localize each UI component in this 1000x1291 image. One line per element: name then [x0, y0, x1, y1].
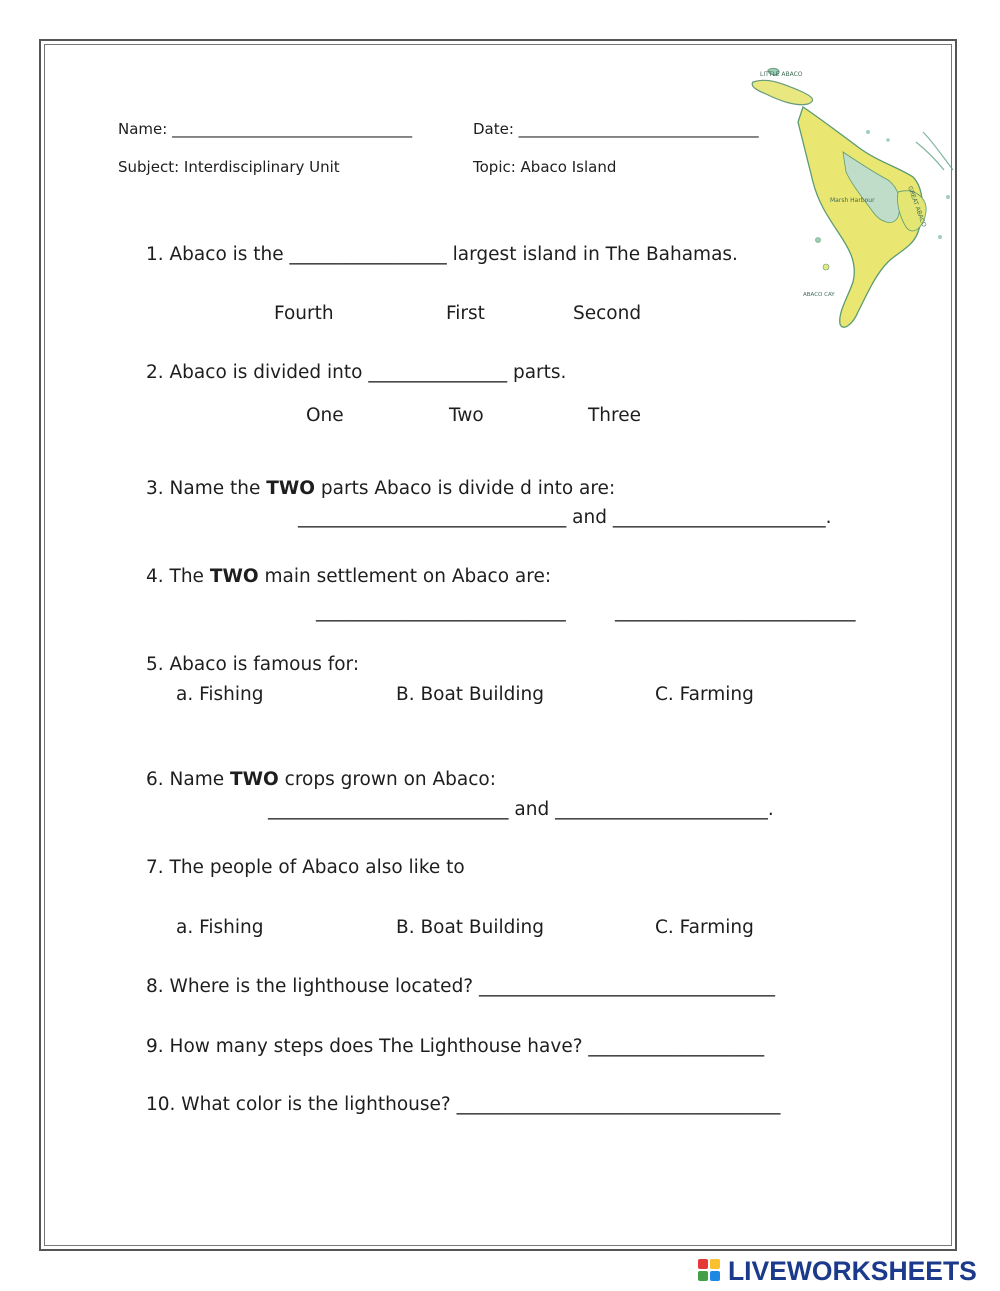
liveworksheets-logo-text: LIVEWORKSHEETS	[728, 1256, 977, 1286]
question-9[interactable]: 9. How many steps does The Lighthouse have? ___________________	[146, 1036, 765, 1057]
q5-option-boat-building[interactable]: B. Boat Building	[396, 684, 544, 705]
abaco-map-illustration	[748, 62, 958, 347]
liveworksheets-logo[interactable]	[698, 1256, 994, 1286]
q5-option-farming[interactable]: C. Farming	[655, 684, 754, 705]
subject-label: Subject: Interdisciplinary Unit	[118, 158, 340, 176]
q1-option-fourth[interactable]: Fourth	[274, 303, 334, 324]
q1-option-first[interactable]: First	[446, 303, 485, 324]
q7-option-fishing[interactable]: a. Fishing	[176, 917, 264, 938]
question-1: 1. Abaco is the _________________ largest island in The Bahamas.	[146, 244, 738, 265]
topic-label: Topic: Abaco Island	[473, 158, 617, 176]
q3-answer-blanks[interactable]: _____________________________ and _______________________.	[298, 507, 832, 528]
q1-option-second[interactable]: Second	[573, 303, 642, 324]
liveworksheets-logo-icon	[698, 1259, 722, 1283]
q2-option-two[interactable]: Two	[449, 405, 484, 426]
map-label-abaco-cay: ABACO CAY	[803, 292, 835, 298]
question-2: 2. Abaco is divided into _______________ parts.	[146, 362, 567, 383]
map-label-great-abaco: GREAT ABACO	[906, 185, 928, 229]
map-label-marsh-harbour: Marsh Harbour	[830, 197, 875, 204]
map-label-little-abaco: LITTLE ABACO	[760, 71, 803, 78]
name-field[interactable]: Name: ________________________________	[118, 120, 413, 138]
question-7: 7. The people of Abaco also like to	[146, 857, 465, 878]
q4-answer-blank-2[interactable]: __________________________	[615, 601, 856, 622]
q7-option-farming[interactable]: C. Farming	[655, 917, 754, 938]
q4-answer-blank-1[interactable]: ___________________________	[316, 601, 566, 622]
q2-option-three[interactable]: Three	[588, 405, 641, 426]
question-8[interactable]: 8. Where is the lighthouse located? ________________________________	[146, 976, 776, 997]
question-3: 3. Name the TWO parts Abaco is divide d into are:	[146, 478, 616, 499]
question-4: 4. The TWO main settlement on Abaco are:	[146, 566, 552, 587]
question-5: 5. Abaco is famous for:	[146, 654, 360, 675]
q5-option-fishing[interactable]: a. Fishing	[176, 684, 264, 705]
date-field[interactable]: Date: ________________________________	[473, 120, 759, 138]
q2-option-one[interactable]: One	[306, 405, 344, 426]
q6-answer-blanks[interactable]: __________________________ and _______________________.	[268, 799, 774, 820]
question-6: 6. Name TWO crops grown on Abaco:	[146, 769, 496, 790]
q7-option-boat-building[interactable]: B. Boat Building	[396, 917, 544, 938]
question-10[interactable]: 10. What color is the lighthouse? ___________________________________	[146, 1094, 781, 1115]
